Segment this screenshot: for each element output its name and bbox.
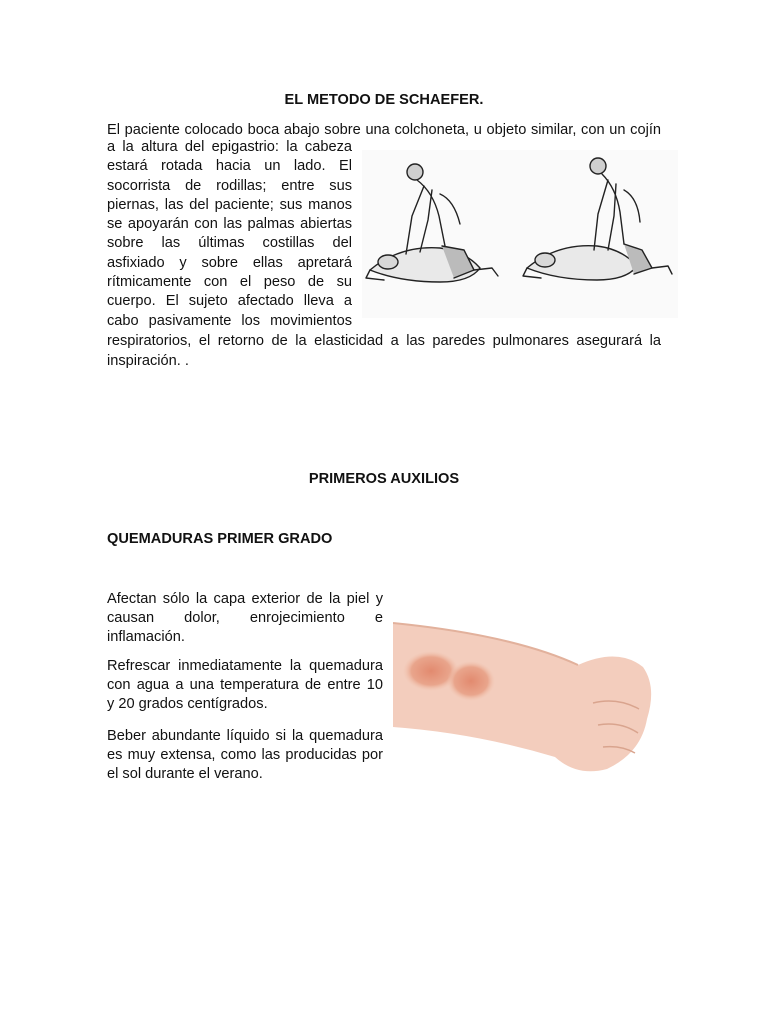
text-line: estará rotada hacia un lado. El	[107, 158, 352, 175]
text-line: socorrista de rodillas; entre sus	[107, 177, 352, 194]
text-line: y 20 grados centígrados.	[107, 696, 268, 712]
burns-paragraph-2	[107, 657, 383, 714]
text-line: es muy extensa, como las producidas por	[107, 747, 383, 763]
schaefer-title: EL METODO DE SCHAEFER.	[284, 92, 484, 108]
text-line: Afectan sólo la capa exterior de la piel y	[107, 591, 383, 607]
burns-paragraph-1	[107, 590, 383, 647]
text-line: se apoyarán con las palmas abiertas	[107, 216, 352, 233]
schaefer-method-illustration	[362, 150, 678, 318]
text-line: Refrescar inmediatamente la quemadura	[107, 658, 383, 674]
rescuer-illustration-icon	[362, 150, 678, 318]
schaefer-column-text	[107, 138, 352, 331]
text-line: el sol durante el verano.	[107, 766, 263, 782]
text-line: rítmicamente con el peso de su	[107, 274, 352, 291]
text-line: inflamación.	[107, 629, 185, 645]
text-line: cabo pasivamente los movimientos	[107, 312, 352, 329]
text-line: causan dolor, enrojecimiento e	[107, 610, 383, 626]
burns-paragraph-3	[107, 727, 383, 784]
burns-subtitle: QUEMADURAS PRIMER GRADO	[107, 531, 333, 547]
schaefer-after-line: respiratorios, el retorno de la elasticidad a las paredes pulmonares asegurará la	[107, 333, 661, 349]
text-line: sobre las últimas costillas del	[107, 235, 352, 252]
text-line: cuerpo. El sujeto afectado lleva a	[107, 293, 352, 310]
burned-arm-photo	[393, 585, 655, 780]
schaefer-last-line: inspiración. .	[107, 353, 189, 369]
first-aid-title: PRIMEROS AUXILIOS	[308, 471, 460, 487]
arm-burn-icon	[393, 585, 655, 780]
text-line: con agua a una temperatura de entre 10	[107, 677, 383, 693]
text-line: asfixiado y sobre ellas apretará	[107, 254, 352, 271]
text-line: Beber abundante líquido si la quemadura	[107, 728, 383, 744]
schaefer-first-line: El paciente colocado boca abajo sobre una colchoneta, u objeto similar, con un cojín	[107, 122, 661, 138]
text-line: piernas, las del paciente; sus manos	[107, 196, 352, 213]
text-line: a la altura del epigastrio: la cabeza	[107, 139, 352, 155]
